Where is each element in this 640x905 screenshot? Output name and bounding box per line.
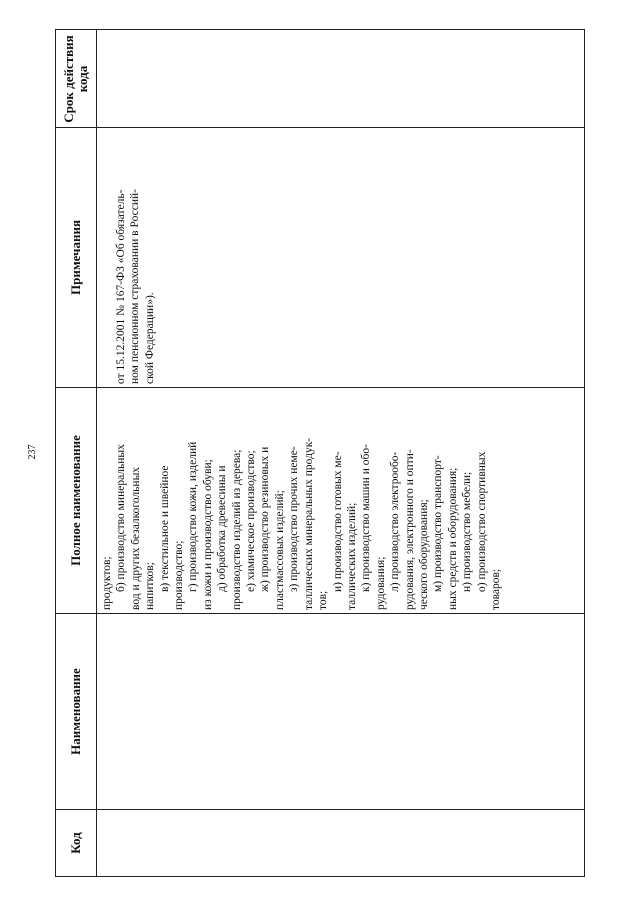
full-name-line: з) производство прочих неме- xyxy=(288,446,301,592)
full-name-line: продуктов; xyxy=(101,556,113,610)
full-name-line: н) производство мебели; xyxy=(461,471,474,592)
header-validity: Срок действия кода xyxy=(61,35,90,123)
full-name-line: о) производство спортивных xyxy=(475,451,488,592)
notes-line: ской Федерации»). xyxy=(143,292,156,384)
header-notes: Примечания xyxy=(68,220,83,295)
full-name-line: вод и других безалкогольных xyxy=(129,466,142,610)
column-divider xyxy=(56,613,584,614)
full-name-line: б) производство минеральных xyxy=(115,444,128,592)
rotated-table-wrapper xyxy=(55,29,585,877)
full-name-line: таллических минеральных продук- xyxy=(302,437,315,610)
notes-line: ном пенсионном страховании в Россий- xyxy=(129,189,142,384)
column-divider xyxy=(56,387,584,388)
full-name-line: из кожи и производство обуви; xyxy=(201,459,214,610)
full-name-line: товаров; xyxy=(489,568,502,610)
full-name-line: рудования; xyxy=(374,556,387,610)
full-name-cell xyxy=(100,392,503,610)
full-name-line: е) химическое производство; xyxy=(245,450,258,592)
notes-cell xyxy=(114,132,157,384)
full-name-line: производство изделий из дерева; xyxy=(230,449,243,610)
header-name: Наименование xyxy=(68,668,83,755)
column-divider xyxy=(56,809,584,810)
page-number: 237 xyxy=(27,444,38,460)
data-table xyxy=(55,29,585,877)
full-name-line: ж) производство резиновых и xyxy=(259,446,272,592)
full-name-line: пластмассовых изделий; xyxy=(273,490,286,610)
full-name-line: таллических изделий; xyxy=(345,502,358,610)
full-name-line: ных средств и оборудования; xyxy=(446,467,459,610)
full-name-line: ческого оборудования; xyxy=(417,499,430,610)
header-full-name: Полное наименование xyxy=(68,435,83,566)
full-name-line: производство; xyxy=(173,540,186,610)
column-divider xyxy=(56,127,584,128)
header-code: Код xyxy=(68,832,83,854)
full-name-line: напитков; xyxy=(144,562,157,610)
full-name-line: д) обработка древесины и xyxy=(216,465,229,592)
full-name-line: м) производство транспорт- xyxy=(432,455,445,592)
full-name-line: в) текстильное и швейное xyxy=(158,465,171,592)
full-name-line: г) производство кожи, изделий xyxy=(187,441,200,592)
full-name-line: рудования, электронного и опти- xyxy=(403,449,416,610)
full-name-line: к) производство машин и обо- xyxy=(360,444,373,592)
notes-line: от 15.12.2001 № 167-ФЗ «Об обязатель- xyxy=(115,189,127,384)
full-name-line: л) производство электрообо- xyxy=(389,451,402,592)
full-name-line: тов; xyxy=(317,590,330,610)
full-name-line: и) производство готовых ме- xyxy=(331,451,344,592)
